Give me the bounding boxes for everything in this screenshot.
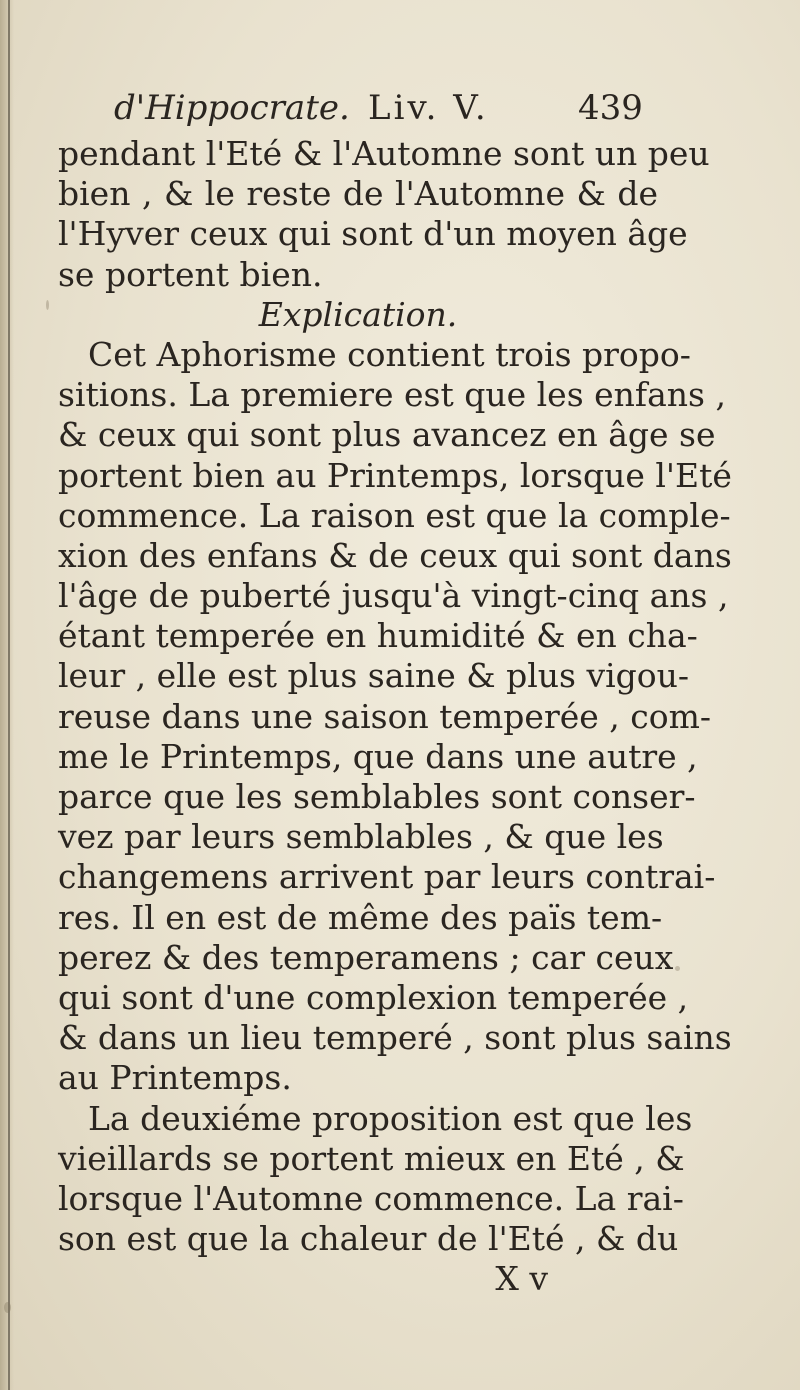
- text-line: leur , elle est plus saine & plus vigou-: [58, 656, 690, 696]
- text-line: & ceux qui sont plus avancez en âge se: [58, 415, 716, 455]
- text-line: parce que les semblables sont conser-: [58, 777, 696, 816]
- text-line: res. Il en est de même des païs tem-: [58, 897, 663, 937]
- text-line: lorsque l'Automne commence. La rai-: [58, 1178, 684, 1218]
- text-line: me le Printemps, que dans une autre ,: [58, 736, 698, 776]
- text-line: l'âge de puberté jusqu'à vingt-cinq ans ,: [58, 576, 729, 616]
- ink-speck: [4, 1302, 11, 1313]
- text-line: changemens arrivent par leurs contrai-: [58, 857, 716, 897]
- text-line: portent bien au Printemps, lorsque l'Eté: [58, 455, 732, 495]
- ink-speck: [46, 300, 49, 310]
- text-line: vez par leurs semblables , & que les: [58, 817, 664, 857]
- book-number: Liv. V.: [368, 88, 489, 128]
- text-line: vieillards se portent mieux en Eté , &: [58, 1138, 685, 1178]
- ink-speck: [675, 966, 680, 971]
- text-line: bien , & le reste de l'Automne & de: [58, 174, 658, 214]
- text-line: xion des enfans & de ceux qui sont dans: [58, 535, 732, 575]
- text-line: La deuxiéme proposition est que les: [88, 1098, 693, 1138]
- text-line: commence. La raison est que la comple-: [58, 495, 731, 535]
- text-line: l'Hyver ceux qui sont d'un moyen âge: [58, 214, 688, 254]
- running-header: [58, 88, 658, 134]
- running-title: d'Hippocrate.: [114, 88, 350, 128]
- text-line: & dans un lieu temperé , sont plus sains: [58, 1018, 732, 1058]
- catchword: X v: [495, 1259, 548, 1299]
- text-line: qui sont d'une complexion temperée ,: [58, 977, 689, 1017]
- text-line: au Printemps.: [58, 1058, 292, 1098]
- text-line: étant temperée en humidité & en cha-: [58, 616, 698, 656]
- text-line: sitions. La premiere est que les enfans ,: [58, 375, 726, 415]
- page-text-block: [58, 88, 732, 1299]
- binding-shadow: [0, 0, 14, 1390]
- text-line: se portent bien.: [58, 254, 323, 294]
- text-line: pendant l'Eté & l'Automne sont un peu: [58, 134, 710, 173]
- page-edge-line: [8, 0, 10, 1390]
- text-line: reuse dans une saison temperée , com-: [58, 696, 712, 736]
- text-line: son est que la chaleur de l'Eté , & du: [58, 1219, 679, 1259]
- section-heading: Explication.: [258, 294, 458, 334]
- text-line: perez & des temperamens ; car ceux: [58, 937, 674, 977]
- page-number: 439: [578, 88, 643, 128]
- text-line: Cet Aphorisme contient trois propo-: [88, 334, 691, 374]
